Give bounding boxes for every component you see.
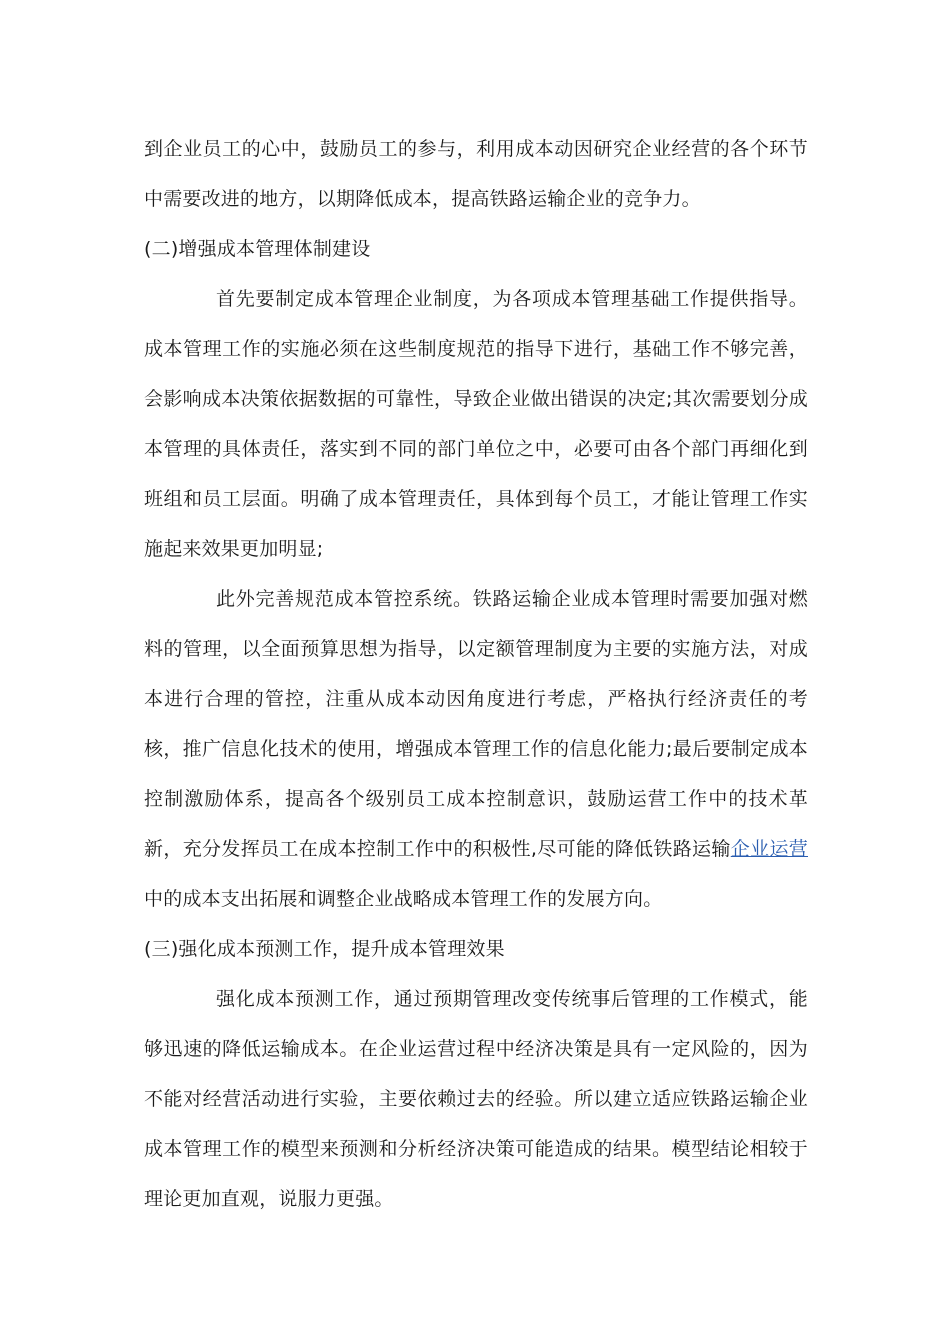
paragraph-cost-forecast: 强化成本预测工作，通过预期管理改变传统事后管理的工作模式，能够迅速的降低运输成本。在企业运营过程中经济决策是具有一定风险的，因为不能对经营活动进行实验，主要依赖过去的经验。所以建立适应铁路运输企业成本管理工作的模型来预测和分析经济决策可能造成的结果。模型结论相较于理论更加直观，说服力更强。 (144, 988, 808, 1210)
paragraph-cost-control-text-2: 中的成本支出拓展和调整企业战略成本管理工作的发展方向。 (144, 888, 663, 910)
document-body (144, 124, 808, 1224)
section-heading-3: (三)强化成本预测工作，提升成本管理效果 (144, 938, 505, 960)
section-heading-2: (二)增强成本管理体制建设 (144, 238, 371, 260)
paragraph-cost-control-text-1: 此外完善规范成本管控系统。铁路运输企业成本管理时需要加强对燃料的管理，以全面预算思想为指导，以定额管理制度为主要的实施方法，对成本进行合理的管控，注重从成本动因角度进行考虑，严格执行经济责任的考核，推广信息化技术的使用，增强成本管理工作的信息化能力;最后要制定成本控制激励体系，提高各个级别员工成本控制意识，鼓励运营工作中的技术革新，充分发挥员工在成本控制工作中的积极性,尽可能的降低铁路运输 (144, 588, 808, 860)
paragraph-cost-system: 首先要制定成本管理企业制度，为各项成本管理基础工作提供指导。成本管理工作的实施必须在这些制度规范的指导下进行，基础工作不够完善，会影响成本决策依据数据的可靠性，导致企业做出错误的决定;其次需要划分成本管理的具体责任，落实到不同的部门单位之中，必要可由各个部门再细化到班组和员工层面。明确了成本管理责任，具体到每个员工，才能让管理工作实施起来效果更加明显; (144, 288, 808, 560)
paragraph-cost-control (144, 574, 808, 924)
enterprise-operation-link[interactable]: 企业运营 (730, 838, 808, 860)
paragraph-continuation: 到企业员工的心中，鼓励员工的参与，利用成本动因研究企业经营的各个环节中需要改进的地方，以期降低成本，提高铁路运输企业的竞争力。 (144, 138, 808, 210)
